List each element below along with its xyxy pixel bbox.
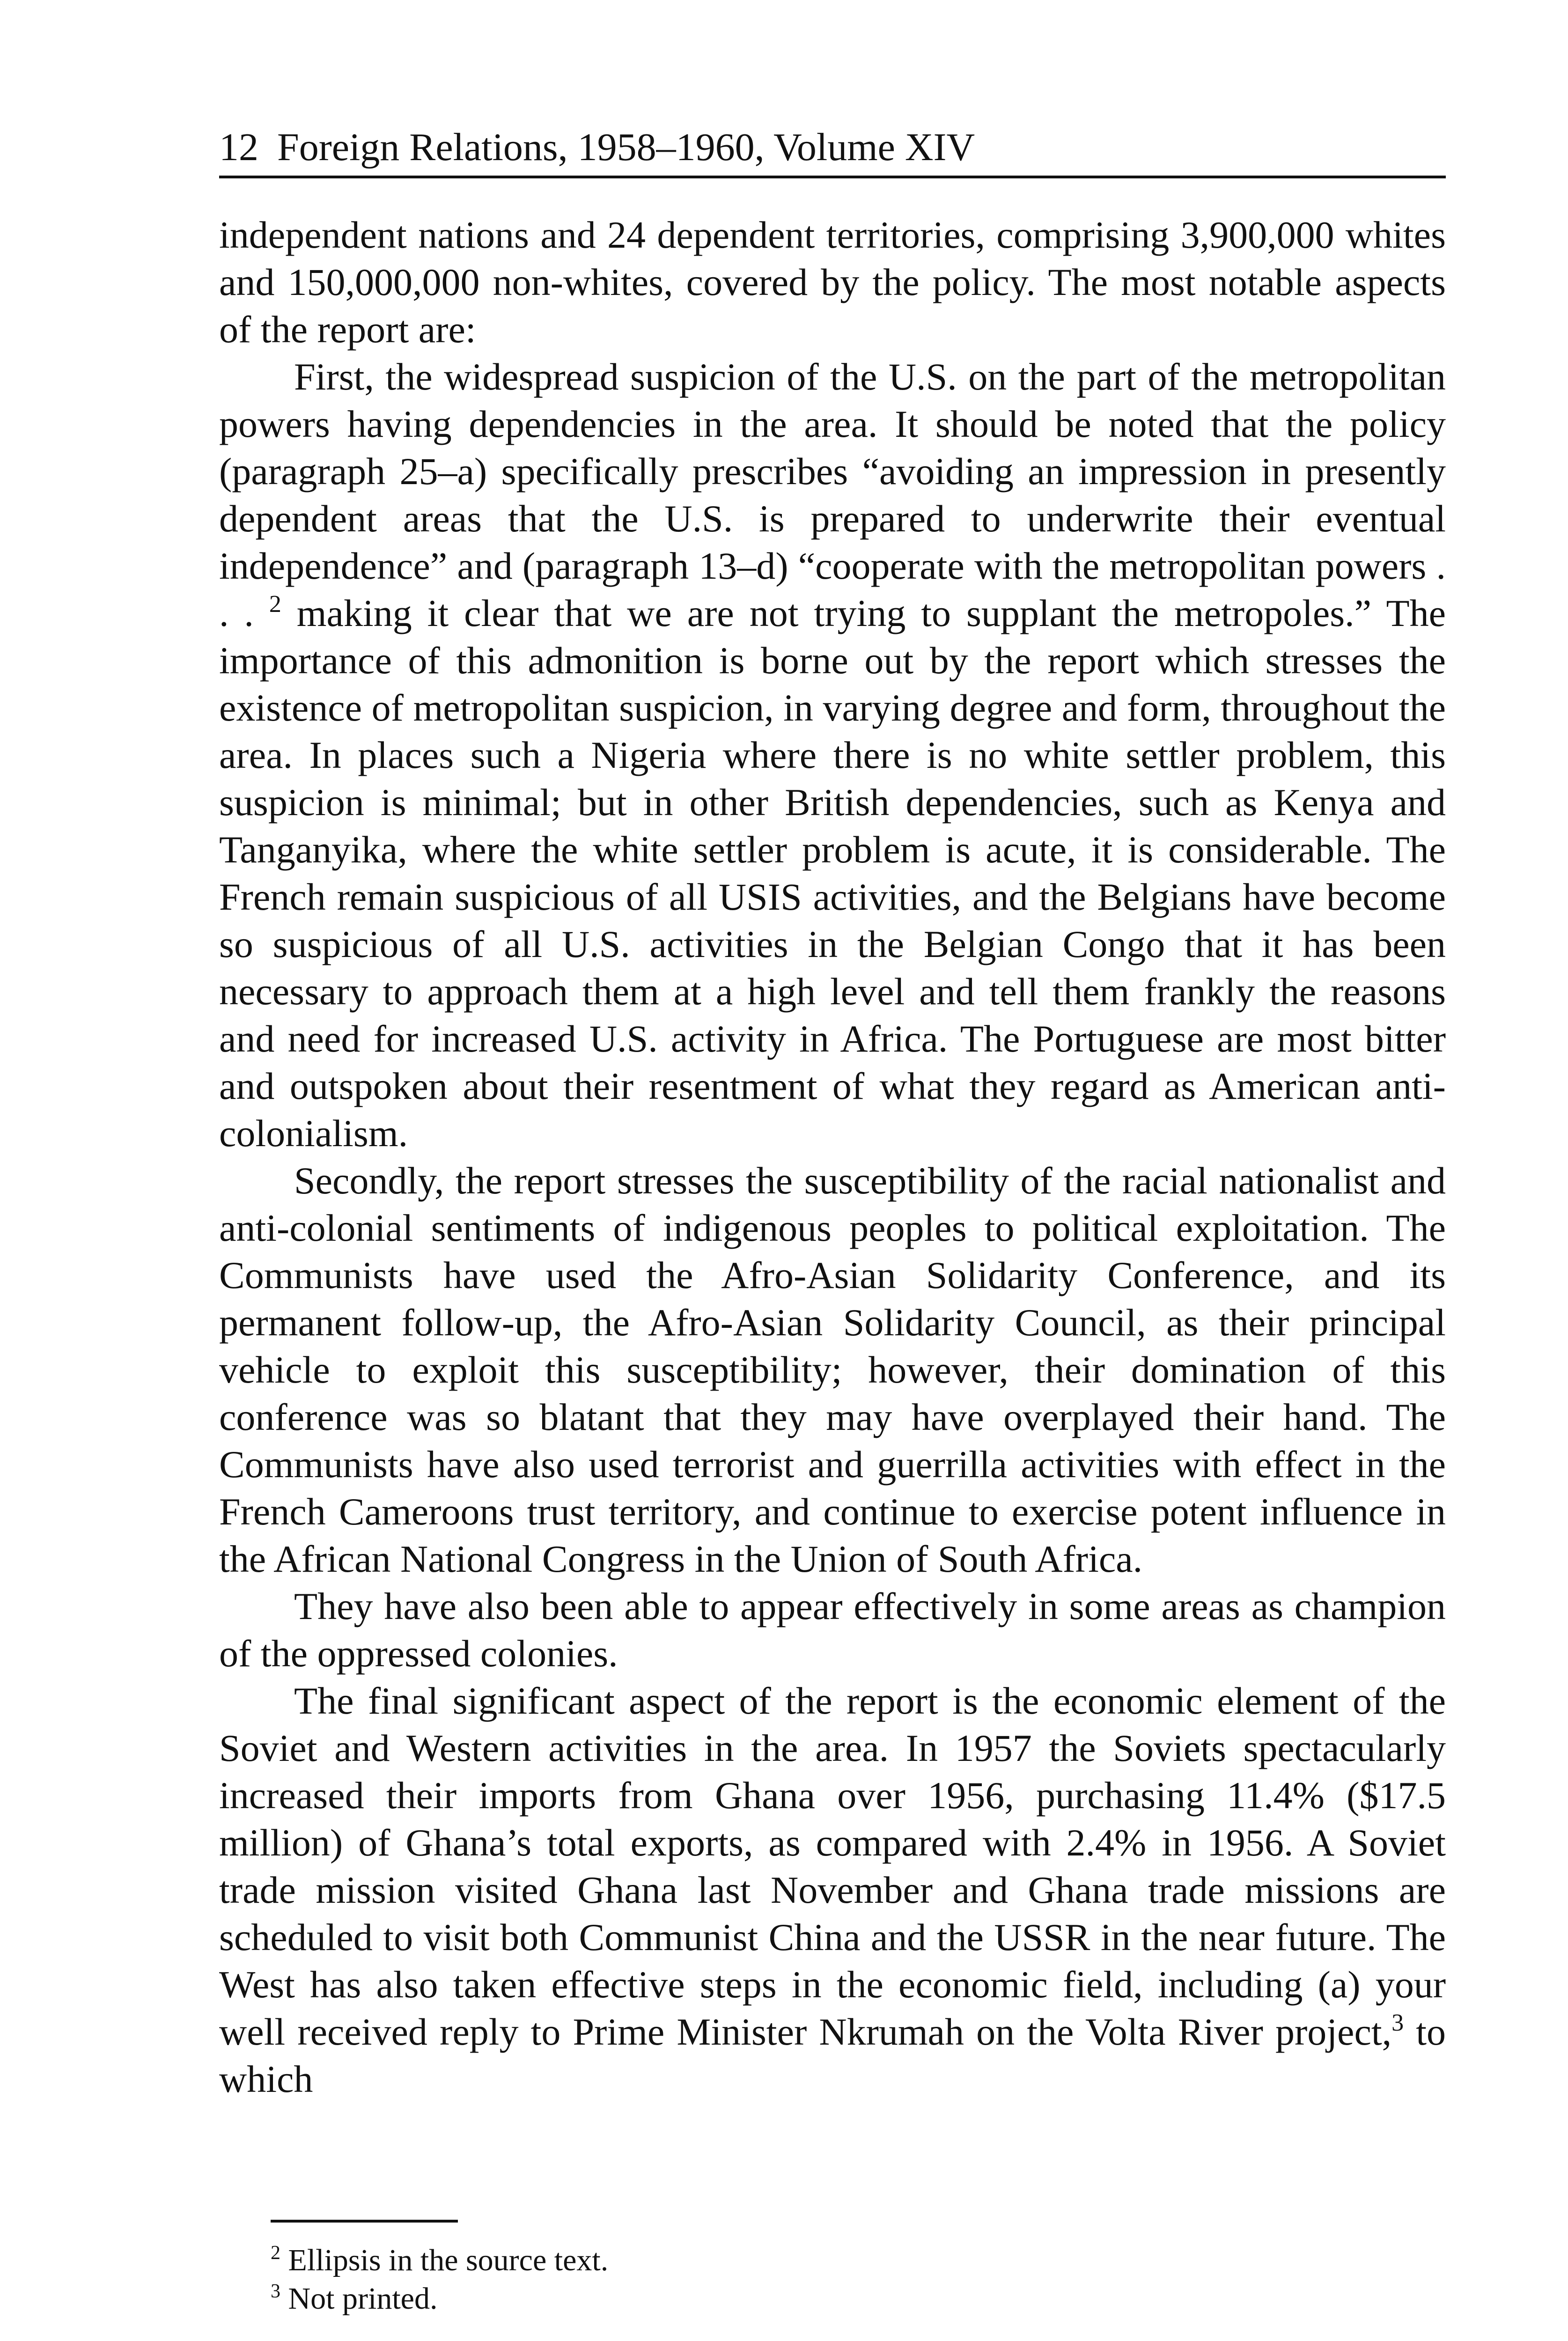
page-number: 12 — [219, 125, 258, 169]
running-head-title: Foreign Relations, 1958–1960, Volume XIV — [277, 125, 975, 169]
footnotes — [271, 2241, 1446, 2318]
paragraph-2 — [219, 353, 1446, 1157]
paragraph-1 — [219, 211, 1446, 353]
paragraph-text: The final significant aspect of the report is the economic element of the Soviet and Western activities in the area. In 1957 the Soviets spectacularly increased their imports from Ghana over 1956, purchasing 11.4% ($17.5 million) of Ghana’s total exports, as compared with 2.4% in 1956. A Soviet trade mission visited Ghana last November and Ghana trade missions are scheduled to visit both Communist China and the USSR in the near future. The West has also taken effective steps in the economic field, including (a) your well received reply to Prime Minister Nkrumah on the Volta River project, — [219, 1679, 1446, 2053]
footnote-3 — [271, 2280, 1446, 2318]
document-page — [219, 124, 1446, 2318]
paragraph-text: Secondly, the report stresses the susceptibility of the racial nationalist and anti-colonial sentiments of indigenous peoples to political exploitation. The Communists have used the Afro-Asian Solidarity Conference, and its permanent follow-up, the Afro-Asian Solidarity Council, as their principal vehicle to exploit this susceptibility; however, their domination of this conference was so blatant that they may have overplayed their hand. The Communists have also used terrorist and guerrilla activities with effect in the French Cameroons trust territory, and continue to exercise potent influence in the African National Congress in the Union of South Africa. — [219, 1159, 1446, 1580]
footnote-marker: 2 — [271, 2242, 280, 2264]
footnote-reference: 3 — [1391, 2010, 1404, 2036]
paragraph-text: making it clear that we are not trying to supplant the metropoles.” The importance of this admonition is borne out by the report which stresses the existence of metropolitan suspicion, in varying degree and form, throughout the area. In places such a Nigeria where there is no white settler problem, this suspicion is minimal; but in other British dependencies, such as Kenya and Tanganyika, where the white settler problem is acute, it is considerable. The French remain suspicious of all USIS activities, and the Belgians have become so suspicious of all U.S. activities in the Belgian Congo that it has been necessary to approach them at a high level and tell them frankly the reasons and need for increased U.S. activity in Africa. The Portuguese are most bitter and outspoken about their resentment of what they regard as American anti-colonialism. — [219, 592, 1446, 1155]
paragraph-4 — [219, 1583, 1446, 1677]
footnote-text: Not printed. — [280, 2282, 438, 2316]
paragraph-text: They have also been able to appear effectively in some areas as champion of the oppressed colonies. — [219, 1585, 1446, 1675]
running-head — [219, 124, 1446, 178]
body-text — [219, 211, 1446, 2103]
paragraph-text: independent nations and 24 dependent territories, comprising 3,900,000 whites and 150,000,000 non-whites, covered by the policy. The most notable aspects of the report are: — [219, 213, 1446, 351]
footnote-reference: 2 — [269, 591, 281, 618]
paragraph-3 — [219, 1157, 1446, 1583]
footnote-marker: 3 — [271, 2281, 280, 2302]
paragraph-5 — [219, 1677, 1446, 2103]
footnote-text: Ellipsis in the source text. — [280, 2243, 609, 2277]
footnote-divider — [271, 2220, 458, 2223]
paragraph-text: First, the widespread suspicion of the U.S. on the part of the metropolitan powers having dependencies in the area. It should be noted that the policy (paragraph 25–a) specifically prescribes “avoiding an impression in presently dependent areas that the U.S. is prepared to underwrite their eventual independence” and (paragraph 13–d) “cooperate with the metropolitan powers . . . — [219, 355, 1446, 634]
paragraph-text: to which — [219, 2010, 1446, 2100]
footnote-2 — [271, 2241, 1446, 2280]
